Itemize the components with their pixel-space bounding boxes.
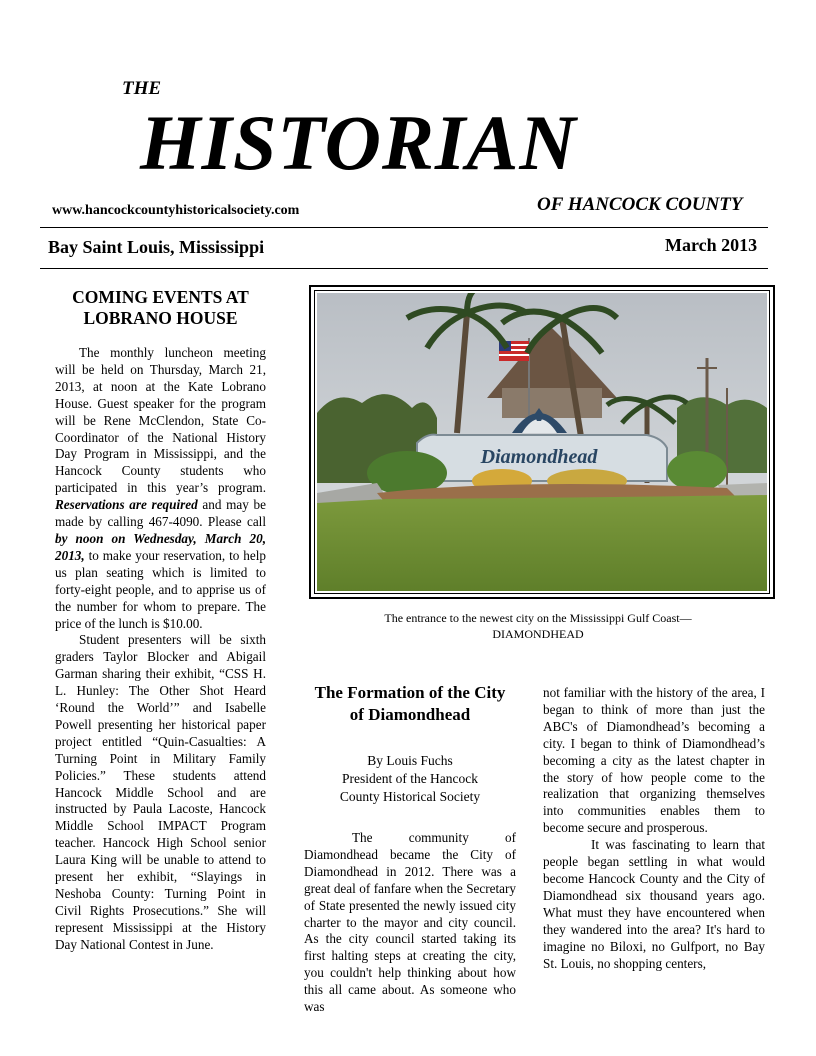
article-byline: By Louis Fuchs President of the Hancock County Historical Society <box>339 753 481 804</box>
article-paragraph-1: The community of Diamondhead became the City of Diamondhead in 2012. There was a great deal of fanfare when the Secretary of State presented the newly issued city charter to the mayor and city council. As the city council started taking its first halting steps at creating the city, you couldn't help thinking about how this all came about. As someone who was <box>304 830 516 1015</box>
issue-date: March 2013 <box>665 235 758 255</box>
article-title: The Formation of the City of Diamondhead <box>314 683 506 724</box>
article-column-2 <box>543 685 765 972</box>
masthead-bottom-rule <box>40 268 768 269</box>
location-line: Bay Saint Louis, Mississippi <box>48 237 265 257</box>
masthead-the: THE <box>122 78 162 99</box>
diamondhead-photo <box>309 285 775 599</box>
coming-events-column <box>55 287 266 954</box>
article-paragraph-1-continued: not familiar with the history of the area, I began to think of more than just the ABC's of Diamondhead’s becoming a city. I began to think of Diamondhead’s becoming a city as the latest chapter in the story of how people come to the realization that organizing themselves into communities enables them to become secure and prosperous. <box>543 685 765 836</box>
masthead-top-rule <box>40 227 768 228</box>
photo-caption: The entrance to the newest city on the Mississippi Gulf Coast— DIAMONDHEAD <box>384 611 692 641</box>
article-paragraph-2: It was fascinating to learn that people began settling in what would become Hancock County and the City of Diamondhead six thousand years ago. What must they have encountered when they wandered into the area? It's hard to imagine no Biloxi, no Gulfport, no Bay St. Louis, no shopping centers, <box>543 837 765 971</box>
masthead-subtitle: OF HANCOCK COUNTY <box>537 194 743 215</box>
coming-events-heading: COMING EVENTS AT LOBRANO HOUSE <box>72 287 249 328</box>
events-paragraph-2: Student presenters will be sixth graders Taylor Blocker and Abigail Garman sharing their exhibit, “CSS H. L. Hunley: The Other Shot Heard ‘Round the World’” and Isabelle Powell presenting her historical paper project entitled “Quin-Casualties: A Turning Point in Military Family Policies.” These students attend Hancock Middle School and are instructed by Paula Lacoste, Hancock Middle School IMPACT Program teacher. Hancock High School senior Laura King will be unable to attend to present her exhibit, “Slayings in Neshoba County: Turning Point in Civil Rights Prosecutions.” She will represent Mississippi at the History Day National Contest in June. <box>55 632 266 952</box>
diamondhead-entrance-image <box>317 293 767 591</box>
events-paragraph-1: The monthly luncheon meeting will be held on Thursday, March 21, 2013, at noon at the Kate Lobrano House. Guest speaker for the program will be Rene McClendon, State Co-Coordinator of the National History Day Program in Mississippi, and the Hancock County students who participated in this year’s program. Reservations are required and may be made by calling 467-4090. Please call by noon on Wednesday, March 20, 2013, to make your reservation, to help us plan seating which is limited to forty-eight people, and to apprise us of the number for whom to prepare. The price of the lunch is $10.00. <box>55 345 266 631</box>
masthead-title: HISTORIAN <box>140 99 577 186</box>
website-link[interactable]: www.hancockcountyhistoricalsociety.com <box>52 203 300 218</box>
diamondhead-sign-text: Diamondhead <box>480 446 598 468</box>
article-column-1 <box>304 682 516 1016</box>
